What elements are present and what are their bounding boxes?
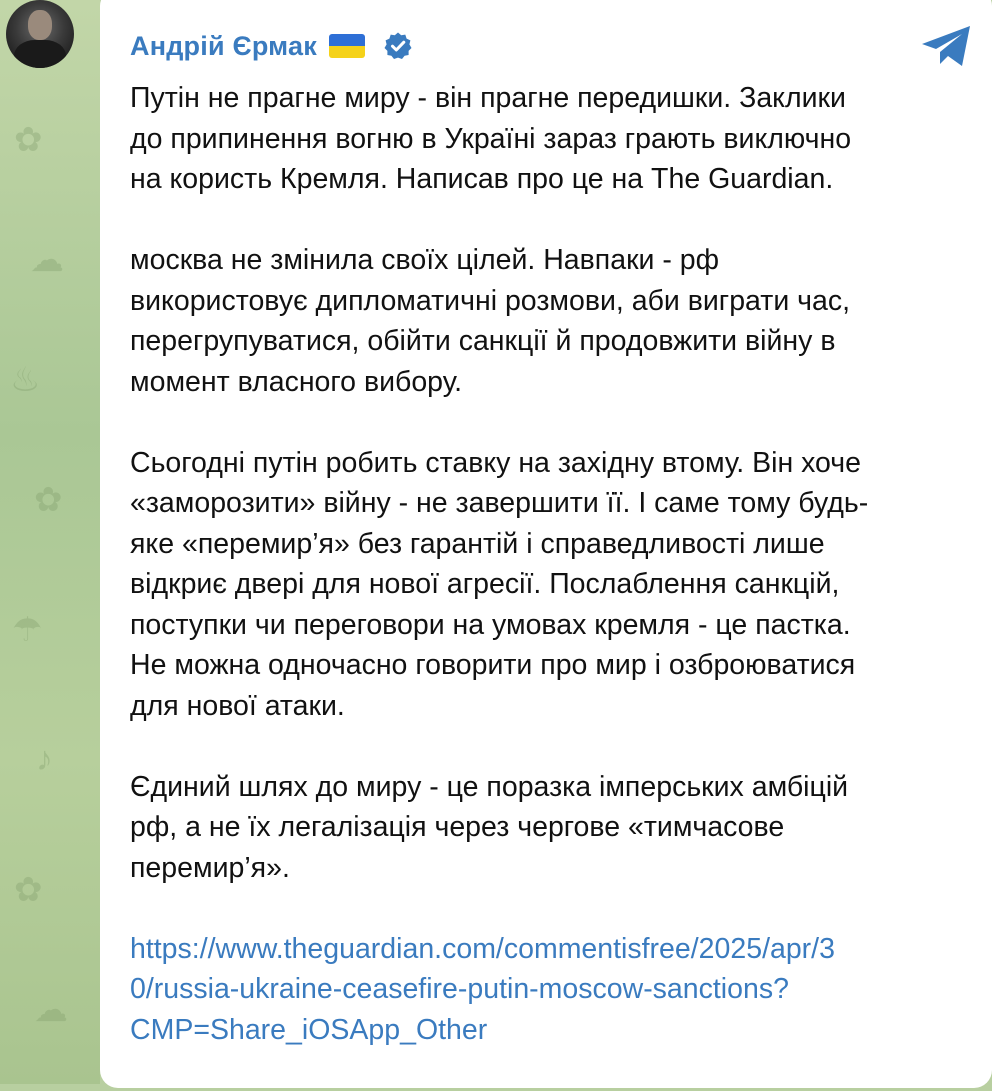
message-paragraph: Путін не прагне миру - він прагне передишки. Заклики до припинення вогню в Україні зараз грають виключно на користь Кремля. Написав про це на The Guardian.	[130, 82, 852, 195]
verified-badge-icon	[383, 31, 413, 61]
message-paragraph: москва не змінила своїх цілей. Навпаки - рф використовує дипломатичні розмови, аби виграти час, перегрупуватися, обійти санкції й продовжити війну в момент власного вибору.	[130, 244, 851, 398]
doodle-icon: ☂	[12, 611, 43, 649]
doodle-icon: ✿	[14, 871, 43, 909]
telegram-share-icon[interactable]	[918, 22, 974, 70]
avatar-head	[28, 10, 52, 40]
author-avatar[interactable]	[6, 0, 74, 68]
doodle-icon: ♪	[36, 740, 53, 778]
doodle-icon: ✿	[34, 481, 63, 519]
message-text	[130, 78, 980, 1091]
chat-background	[0, 0, 100, 1084]
doodle-icon: ☁	[30, 241, 64, 279]
article-link[interactable]: https://www.theguardian.com/commentisfree/2025/apr/3 0/russia-ukraine-ceasefire-putin-moscow-sanctions? CMP=Share_iOSApp_Other	[130, 932, 835, 1046]
avatar-shoulders	[14, 40, 66, 68]
doodle-icon: ✿	[14, 121, 43, 159]
message-paragraph: Єдиний шлях до миру - це поразка імперських амбіцій рф, а не їх легалізація через чергове «тимчасове перемир’я».	[130, 770, 849, 884]
message-paragraph: Сьогодні путін робить ставку на західну втому. Він хоче «заморозити» війну - не завершити її. І саме тому будь- яке «перемир’я» без гарантій і справедливості лише відкриє двері для нової агресії. Послаблення санкцій, поступки чи переговори на умовах кремля - це пастка. Не можна одночасно говорити про мир і озброюватися для нової атаки.	[130, 446, 869, 722]
message-header	[130, 26, 413, 66]
ukraine-flag-icon	[329, 34, 365, 58]
doodle-icon: ♨	[10, 361, 41, 399]
author-name[interactable]: Андрій Єрмак	[130, 30, 317, 61]
doodle-icon: ☁	[34, 991, 68, 1029]
